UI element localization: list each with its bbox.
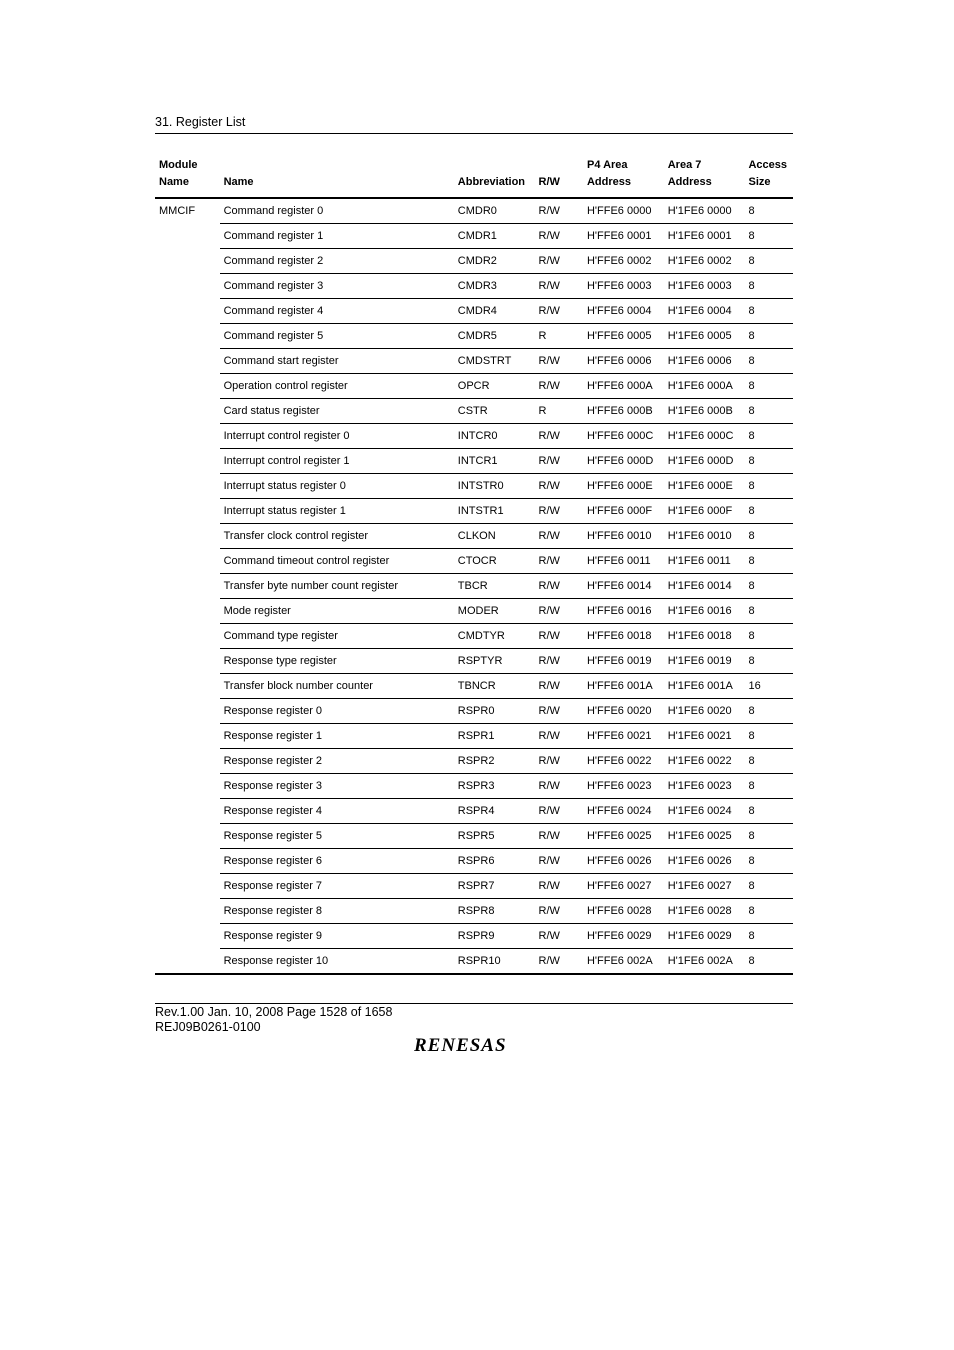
cell-p4-address: H'FFE6 000A <box>583 374 664 399</box>
cell-name: Command timeout control register <box>220 549 454 574</box>
cell-module <box>155 749 220 774</box>
cell-name: Operation control register <box>220 374 454 399</box>
cell-p4-address: H'FFE6 0027 <box>583 874 664 899</box>
cell-module <box>155 424 220 449</box>
table-row <box>155 399 793 424</box>
cell-abbreviation: RSPR6 <box>454 849 535 874</box>
cell-name: Interrupt control register 1 <box>220 449 454 474</box>
cell-abbreviation: RSPR0 <box>454 699 535 724</box>
cell-p4-address: H'FFE6 000B <box>583 399 664 424</box>
table-row <box>155 449 793 474</box>
cell-p4-address: H'FFE6 0024 <box>583 799 664 824</box>
cell-name: Response register 7 <box>220 874 454 899</box>
table-body <box>155 198 793 974</box>
cell-area7-address: H'1FE6 0027 <box>664 874 745 899</box>
cell-access-size: 8 <box>744 324 793 349</box>
cell-rw: R/W <box>535 424 583 449</box>
cell-module <box>155 874 220 899</box>
table-row <box>155 674 793 699</box>
cell-abbreviation: RSPR8 <box>454 899 535 924</box>
cell-area7-address: H'1FE6 0006 <box>664 349 745 374</box>
cell-name: Interrupt control register 0 <box>220 424 454 449</box>
cell-module <box>155 849 220 874</box>
cell-abbreviation: CTOCR <box>454 549 535 574</box>
cell-module: MMCIF <box>159 205 196 218</box>
cell-abbreviation: RSPR3 <box>454 774 535 799</box>
cell-access-size: 8 <box>744 274 793 299</box>
cell-name: Response register 5 <box>220 824 454 849</box>
cell-access-size: 8 <box>744 599 793 624</box>
cell-module <box>155 924 220 949</box>
cell-module <box>155 824 220 849</box>
cell-name: Response register 0 <box>220 699 454 724</box>
table-row <box>155 574 793 599</box>
cell-module <box>155 649 220 674</box>
cell-rw: R/W <box>535 274 583 299</box>
cell-access-size: 8 <box>744 224 793 249</box>
table-row <box>155 424 793 449</box>
table-row <box>155 599 793 624</box>
cell-module <box>155 449 220 474</box>
cell-abbreviation: OPCR <box>454 374 535 399</box>
cell-module <box>155 724 220 749</box>
cell-name: Response register 10 <box>220 949 454 975</box>
cell-area7-address: H'1FE6 000B <box>664 399 745 424</box>
cell-access-size: 8 <box>744 874 793 899</box>
cell-area7-address: H'1FE6 000F <box>664 499 745 524</box>
cell-access-size: 8 <box>744 774 793 799</box>
col-header-abbreviation: Abbreviation <box>454 157 535 198</box>
cell-access-size: 8 <box>744 799 793 824</box>
cell-module <box>155 224 220 249</box>
cell-area7-address: H'1FE6 000C <box>664 424 745 449</box>
footer-divider <box>155 1003 793 1004</box>
table-row <box>155 699 793 724</box>
cell-rw: R/W <box>535 349 583 374</box>
cell-p4-address: H'FFE6 0002 <box>583 249 664 274</box>
cell-p4-address: H'FFE6 0011 <box>583 549 664 574</box>
table-row <box>155 874 793 899</box>
cell-name: Response type register <box>220 649 454 674</box>
page-section-header: 31. Register List <box>155 115 793 134</box>
table-row <box>155 374 793 399</box>
cell-abbreviation: RSPR1 <box>454 724 535 749</box>
cell-module <box>155 374 220 399</box>
cell-rw: R/W <box>535 774 583 799</box>
cell-area7-address: H'1FE6 0026 <box>664 849 745 874</box>
cell-module <box>155 699 220 724</box>
cell-abbreviation: CMDR2 <box>454 249 535 274</box>
cell-access-size: 8 <box>744 824 793 849</box>
cell-rw: R/W <box>535 599 583 624</box>
cell-area7-address: H'1FE6 0023 <box>664 774 745 799</box>
cell-abbreviation: RSPR10 <box>454 949 535 975</box>
cell-p4-address: H'FFE6 000D <box>583 449 664 474</box>
cell-name: Transfer clock control register <box>220 524 454 549</box>
table-row <box>155 198 793 224</box>
cell-module <box>155 499 220 524</box>
table-row <box>155 274 793 299</box>
cell-abbreviation: CMDR3 <box>454 274 535 299</box>
col-header-area7-address: Area 7 Address <box>664 157 745 198</box>
cell-area7-address: H'1FE6 0020 <box>664 699 745 724</box>
cell-abbreviation: RSPR4 <box>454 799 535 824</box>
cell-p4-address: H'FFE6 001A <box>583 674 664 699</box>
footer-doc-number: REJ09B0261-0100 <box>155 1020 261 1034</box>
table-row <box>155 949 793 975</box>
col-header-rw: R/W <box>535 157 583 198</box>
cell-p4-address: H'FFE6 0025 <box>583 824 664 849</box>
cell-rw: R/W <box>535 624 583 649</box>
cell-name: Command register 0 <box>220 198 454 224</box>
cell-access-size: 8 <box>744 349 793 374</box>
cell-p4-address: H'FFE6 0028 <box>583 899 664 924</box>
cell-name: Transfer byte number count register <box>220 574 454 599</box>
table-row <box>155 299 793 324</box>
table-row <box>155 524 793 549</box>
cell-p4-address: H'FFE6 000C <box>583 424 664 449</box>
cell-rw: R/W <box>535 549 583 574</box>
cell-name: Mode register <box>220 599 454 624</box>
cell-p4-address: H'FFE6 0020 <box>583 699 664 724</box>
cell-rw: R/W <box>535 749 583 774</box>
cell-rw: R/W <box>535 449 583 474</box>
col-header-name: Name <box>220 157 454 198</box>
cell-access-size: 8 <box>744 449 793 474</box>
cell-p4-address: H'FFE6 0023 <box>583 774 664 799</box>
cell-rw: R/W <box>535 724 583 749</box>
table-row <box>155 799 793 824</box>
cell-name: Interrupt status register 0 <box>220 474 454 499</box>
cell-access-size: 8 <box>744 198 793 224</box>
cell-rw: R/W <box>535 249 583 274</box>
cell-module <box>155 349 220 374</box>
cell-access-size: 8 <box>744 549 793 574</box>
cell-area7-address: H'1FE6 0022 <box>664 749 745 774</box>
cell-area7-address: H'1FE6 0004 <box>664 299 745 324</box>
cell-access-size: 8 <box>744 699 793 724</box>
cell-p4-address: H'FFE6 000E <box>583 474 664 499</box>
cell-name: Response register 8 <box>220 899 454 924</box>
table-row <box>155 224 793 249</box>
cell-area7-address: H'1FE6 0016 <box>664 599 745 624</box>
cell-rw: R/W <box>535 849 583 874</box>
cell-module <box>155 774 220 799</box>
cell-access-size: 8 <box>744 424 793 449</box>
cell-p4-address: H'FFE6 000F <box>583 499 664 524</box>
cell-p4-address: H'FFE6 002A <box>583 949 664 975</box>
col-header-access-size: Access Size <box>744 157 793 198</box>
cell-module <box>155 624 220 649</box>
cell-access-size: 8 <box>744 724 793 749</box>
cell-area7-address: H'1FE6 000E <box>664 474 745 499</box>
cell-p4-address: H'FFE6 0021 <box>583 724 664 749</box>
cell-abbreviation: RSPR7 <box>454 874 535 899</box>
cell-rw: R/W <box>535 474 583 499</box>
cell-rw: R/W <box>535 524 583 549</box>
table-row <box>155 624 793 649</box>
cell-p4-address: H'FFE6 0000 <box>583 198 664 224</box>
cell-abbreviation: RSPR5 <box>454 824 535 849</box>
cell-access-size: 8 <box>744 899 793 924</box>
cell-name: Command register 5 <box>220 324 454 349</box>
table-row <box>155 249 793 274</box>
cell-name: Command register 4 <box>220 299 454 324</box>
table-row <box>155 549 793 574</box>
table-row <box>155 649 793 674</box>
cell-p4-address: H'FFE6 0019 <box>583 649 664 674</box>
cell-name: Response register 6 <box>220 849 454 874</box>
cell-area7-address: H'1FE6 0005 <box>664 324 745 349</box>
cell-access-size: 8 <box>744 949 793 975</box>
cell-abbreviation: INTSTR1 <box>454 499 535 524</box>
col-header-p4-address: P4 Area Address <box>583 157 664 198</box>
cell-name: Command register 3 <box>220 274 454 299</box>
cell-area7-address: H'1FE6 0021 <box>664 724 745 749</box>
cell-rw: R <box>535 324 583 349</box>
cell-name: Command start register <box>220 349 454 374</box>
cell-abbreviation: CMDR1 <box>454 224 535 249</box>
cell-abbreviation: RSPR9 <box>454 924 535 949</box>
cell-name: Command register 1 <box>220 224 454 249</box>
cell-abbreviation: RSPTYR <box>454 649 535 674</box>
cell-rw: R/W <box>535 224 583 249</box>
cell-module <box>155 674 220 699</box>
cell-area7-address: H'1FE6 0010 <box>664 524 745 549</box>
cell-access-size: 8 <box>744 249 793 274</box>
cell-area7-address: H'1FE6 0003 <box>664 274 745 299</box>
cell-rw: R/W <box>535 924 583 949</box>
cell-access-size: 8 <box>744 299 793 324</box>
cell-abbreviation: CMDTYR <box>454 624 535 649</box>
cell-name: Card status register <box>220 399 454 424</box>
cell-abbreviation: MODER <box>454 599 535 624</box>
cell-module <box>155 899 220 924</box>
cell-module <box>155 799 220 824</box>
cell-rw: R/W <box>535 649 583 674</box>
table-row <box>155 899 793 924</box>
cell-p4-address: H'FFE6 0005 <box>583 324 664 349</box>
logo-wordmark: RENESAS <box>414 1035 507 1056</box>
cell-p4-address: H'FFE6 0026 <box>583 849 664 874</box>
cell-name: Response register 1 <box>220 724 454 749</box>
cell-module <box>155 574 220 599</box>
cell-module <box>155 949 220 975</box>
cell-area7-address: H'1FE6 0011 <box>664 549 745 574</box>
table-row <box>155 324 793 349</box>
col-header-module: Module Name <box>155 157 220 198</box>
cell-module <box>155 274 220 299</box>
cell-p4-address: H'FFE6 0014 <box>583 574 664 599</box>
cell-area7-address: H'1FE6 0025 <box>664 824 745 849</box>
table-row <box>155 349 793 374</box>
cell-rw: R/W <box>535 699 583 724</box>
cell-module <box>155 474 220 499</box>
table-row <box>155 924 793 949</box>
cell-name: Response register 9 <box>220 924 454 949</box>
cell-p4-address: H'FFE6 0003 <box>583 274 664 299</box>
cell-area7-address: H'1FE6 0002 <box>664 249 745 274</box>
cell-module <box>155 524 220 549</box>
cell-access-size: 8 <box>744 374 793 399</box>
cell-area7-address: H'1FE6 0000 <box>664 198 745 224</box>
cell-area7-address: H'1FE6 0029 <box>664 924 745 949</box>
cell-access-size: 8 <box>744 399 793 424</box>
cell-rw: R/W <box>535 299 583 324</box>
cell-p4-address: H'FFE6 0001 <box>583 224 664 249</box>
cell-rw: R <box>535 399 583 424</box>
cell-access-size: 8 <box>744 524 793 549</box>
cell-abbreviation: TBNCR <box>454 674 535 699</box>
table-row <box>155 774 793 799</box>
cell-name: Response register 4 <box>220 799 454 824</box>
cell-abbreviation: INTCR0 <box>454 424 535 449</box>
cell-abbreviation: CMDR5 <box>454 324 535 349</box>
cell-area7-address: H'1FE6 0028 <box>664 899 745 924</box>
renesas-logo <box>414 1034 534 1061</box>
cell-area7-address: H'1FE6 002A <box>664 949 745 975</box>
cell-rw: R/W <box>535 674 583 699</box>
cell-name: Response register 2 <box>220 749 454 774</box>
cell-name: Response register 3 <box>220 774 454 799</box>
cell-name: Transfer block number counter <box>220 674 454 699</box>
cell-area7-address: H'1FE6 000A <box>664 374 745 399</box>
cell-area7-address: H'1FE6 000D <box>664 449 745 474</box>
cell-p4-address: H'FFE6 0018 <box>583 624 664 649</box>
cell-rw: R/W <box>535 499 583 524</box>
table-row <box>155 474 793 499</box>
cell-access-size: 8 <box>744 749 793 774</box>
cell-p4-address: H'FFE6 0006 <box>583 349 664 374</box>
cell-rw: R/W <box>535 198 583 224</box>
table-row <box>155 849 793 874</box>
cell-abbreviation: CMDR0 <box>454 198 535 224</box>
register-table <box>155 157 793 975</box>
cell-abbreviation: CMDR4 <box>454 299 535 324</box>
cell-access-size: 8 <box>744 624 793 649</box>
cell-access-size: 8 <box>744 649 793 674</box>
cell-area7-address: H'1FE6 001A <box>664 674 745 699</box>
cell-area7-address: H'1FE6 0019 <box>664 649 745 674</box>
cell-abbreviation: INTCR1 <box>454 449 535 474</box>
cell-rw: R/W <box>535 574 583 599</box>
cell-access-size: 8 <box>744 474 793 499</box>
cell-name: Command register 2 <box>220 249 454 274</box>
cell-name: Interrupt status register 1 <box>220 499 454 524</box>
footer-revision: Rev.1.00 Jan. 10, 2008 Page 1528 of 1658 <box>155 1005 393 1019</box>
table-row <box>155 724 793 749</box>
cell-rw: R/W <box>535 824 583 849</box>
cell-p4-address: H'FFE6 0004 <box>583 299 664 324</box>
cell-rw: R/W <box>535 949 583 975</box>
cell-rw: R/W <box>535 899 583 924</box>
cell-access-size: 8 <box>744 499 793 524</box>
renesas-logo-icon <box>414 1034 534 1056</box>
cell-name: Command type register <box>220 624 454 649</box>
cell-module <box>155 324 220 349</box>
cell-access-size: 8 <box>744 924 793 949</box>
cell-module <box>155 249 220 274</box>
cell-p4-address: H'FFE6 0022 <box>583 749 664 774</box>
cell-p4-address: H'FFE6 0010 <box>583 524 664 549</box>
cell-abbreviation: CLKON <box>454 524 535 549</box>
cell-module <box>155 299 220 324</box>
cell-module <box>155 549 220 574</box>
table-header-row <box>155 157 793 198</box>
cell-access-size: 8 <box>744 574 793 599</box>
cell-p4-address: H'FFE6 0016 <box>583 599 664 624</box>
cell-abbreviation: INTSTR0 <box>454 474 535 499</box>
cell-abbreviation: CSTR <box>454 399 535 424</box>
cell-rw: R/W <box>535 374 583 399</box>
cell-p4-address: H'FFE6 0029 <box>583 924 664 949</box>
table-row <box>155 749 793 774</box>
table-row <box>155 499 793 524</box>
cell-area7-address: H'1FE6 0014 <box>664 574 745 599</box>
cell-area7-address: H'1FE6 0024 <box>664 799 745 824</box>
cell-abbreviation: CMDSTRT <box>454 349 535 374</box>
cell-module <box>155 399 220 424</box>
cell-abbreviation: RSPR2 <box>454 749 535 774</box>
cell-area7-address: H'1FE6 0001 <box>664 224 745 249</box>
cell-module <box>155 599 220 624</box>
cell-access-size: 16 <box>744 674 793 699</box>
cell-rw: R/W <box>535 874 583 899</box>
cell-rw: R/W <box>535 799 583 824</box>
table-row <box>155 824 793 849</box>
cell-access-size: 8 <box>744 849 793 874</box>
cell-area7-address: H'1FE6 0018 <box>664 624 745 649</box>
cell-abbreviation: TBCR <box>454 574 535 599</box>
